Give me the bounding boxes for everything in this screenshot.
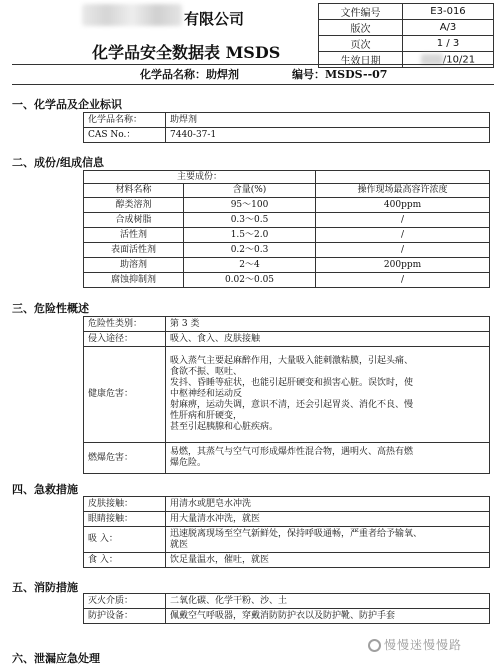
field-value: 二氧化碳、化学干粉、沙、土 <box>166 594 490 609</box>
content-percent: 0.02～0.05 <box>184 273 316 288</box>
table-row <box>84 527 490 553</box>
text-line: 性肝病和肝硬变， <box>170 411 243 421</box>
text-line: 就医 <box>170 539 189 550</box>
content-percent: 1.5～2.0 <box>184 228 316 243</box>
table-row <box>84 113 490 128</box>
text-line: 吸入蒸气主要起麻醉作用，大量吸入能刺激粘膜，引起头痛、 <box>170 356 414 366</box>
field-label: 食 入： <box>84 553 166 568</box>
table-row <box>84 198 490 213</box>
section-title: 二、成份/组成信息 <box>12 156 105 169</box>
field-value: 第 3 类 <box>166 317 490 332</box>
field-label: CAS No.： <box>84 128 166 143</box>
table-row <box>84 128 490 143</box>
section-title: 六、泄漏应急处理 <box>12 652 100 665</box>
identification-table <box>83 112 490 143</box>
table-row <box>84 553 490 568</box>
meta-row <box>319 36 494 52</box>
table-row <box>84 273 490 288</box>
field-label: 防护设备： <box>84 609 166 624</box>
table-row <box>84 497 490 512</box>
text-line: 射麻痹，运动失调，意识不清，还会引起胃炎、消化不良、慢 <box>170 400 414 410</box>
field-value <box>166 527 490 553</box>
meta-row <box>319 20 494 36</box>
field-label: 化学品名称： <box>84 113 166 128</box>
field-label: 灭火介质： <box>84 594 166 609</box>
field-value: 7440-37-1 <box>166 128 490 143</box>
table-row <box>84 228 490 243</box>
section-title: 一、化学品及企业标识 <box>12 98 122 111</box>
content-percent: 95～100 <box>184 198 316 213</box>
field-label: 吸 入： <box>84 527 166 553</box>
exposure-limit: / <box>316 213 490 228</box>
composition-table <box>83 170 490 288</box>
content-percent: 2～4 <box>184 258 316 273</box>
text-line: 迅速脱离现场至空气新鲜处，保持呼吸通畅，严重者给予输氧、 <box>170 528 423 539</box>
field-label: 燃爆危害： <box>84 443 166 474</box>
company-name-redacted <box>82 4 182 26</box>
table-row <box>84 594 490 609</box>
material-name: 醇类溶剂 <box>84 198 184 213</box>
field-value: 用大量清水冲洗，就医 <box>166 512 490 527</box>
watermark <box>368 636 462 653</box>
field-value: 吸入、食入、皮肤接触 <box>166 332 490 347</box>
table-row <box>84 512 490 527</box>
product-code: 编号：MSDS--07 <box>292 68 388 81</box>
table-row <box>84 258 490 273</box>
field-value: 用清水或肥皂水冲洗 <box>166 497 490 512</box>
material-name: 合成树脂 <box>84 213 184 228</box>
text-line: 甚至引起胰腺和心脏疾病。 <box>170 422 279 432</box>
material-name: 活性剂 <box>84 228 184 243</box>
meta-value <box>403 52 494 68</box>
first-aid-table <box>83 496 490 568</box>
field-value: 饮足量温水，催吐，就医 <box>166 553 490 568</box>
header-divider <box>12 64 494 65</box>
content-percent: 0.2～0.3 <box>184 243 316 258</box>
fire-hazard-text <box>166 443 490 474</box>
table-row <box>84 332 490 347</box>
material-name: 腐蚀抑制剂 <box>84 273 184 288</box>
meta-key: 文件编号 <box>319 4 403 20</box>
text-line: 易燃，其蒸气与空气可形成爆炸性混合物，遇明火、高热有燃 <box>170 447 414 457</box>
firefighting-table <box>83 593 490 624</box>
document-meta-table <box>318 3 494 68</box>
meta-value: 1 / 3 <box>403 36 494 52</box>
field-label: 皮肤接触： <box>84 497 166 512</box>
subheader-cell: 主要成份： <box>84 171 316 184</box>
company-suffix: 有限公司 <box>184 10 245 28</box>
section-title: 五、消防措施 <box>12 581 78 594</box>
product-divider <box>12 84 494 85</box>
column-header: 操作现场最高容许浓度 <box>316 184 490 198</box>
empty-cell <box>316 171 490 184</box>
table-row <box>84 171 490 184</box>
table-row <box>84 213 490 228</box>
exposure-limit: 200ppm <box>316 258 490 273</box>
field-label: 侵入途径： <box>84 332 166 347</box>
text-line: 中枢神经和运动反 <box>170 389 243 399</box>
table-header-row <box>84 184 490 198</box>
field-label: 危险性类别： <box>84 317 166 332</box>
table-row <box>84 243 490 258</box>
exposure-limit: / <box>316 273 490 288</box>
watermark-text: 慢慢迷慢慢路 <box>384 638 463 652</box>
document-title: 化学品安全数据表 MSDS <box>92 43 281 62</box>
field-label: 眼睛接触： <box>84 512 166 527</box>
exposure-limit: / <box>316 243 490 258</box>
field-label: 健康危害： <box>84 347 166 443</box>
meta-value: E3-016 <box>403 4 494 20</box>
section-title: 四、急救措施 <box>12 483 78 496</box>
meta-key: 页次 <box>319 36 403 52</box>
column-header: 材料名称 <box>84 184 184 198</box>
exposure-limit: / <box>316 228 490 243</box>
product-name: 化学品名称：助焊剂 <box>140 68 239 81</box>
table-row <box>84 347 490 443</box>
meta-value: A/3 <box>403 20 494 36</box>
table-row <box>84 317 490 332</box>
meta-key: 生效日期 <box>319 52 403 68</box>
section-title: 三、危险性概述 <box>12 302 89 315</box>
hazard-table <box>83 316 490 474</box>
watermark-logo-icon <box>368 639 381 652</box>
material-name: 助溶剂 <box>84 258 184 273</box>
field-value: 助焊剂 <box>166 113 490 128</box>
exposure-limit: 400ppm <box>316 198 490 213</box>
material-name: 表面活性剂 <box>84 243 184 258</box>
text-line: 食欲不振、呕吐、 <box>170 367 243 377</box>
meta-key: 版次 <box>319 20 403 36</box>
table-row <box>84 609 490 624</box>
field-value: 佩戴空气呼吸器，穿戴消防防护衣以及防护靴、防护手套 <box>166 609 490 624</box>
column-header: 含量(%) <box>184 184 316 198</box>
meta-row <box>319 4 494 20</box>
content-percent: 0.3～0.5 <box>184 213 316 228</box>
health-hazard-text <box>166 347 490 443</box>
text-line: 爆危险。 <box>170 458 207 468</box>
meta-date-value: /10/21 <box>442 54 476 66</box>
table-row <box>84 443 490 474</box>
text-line: 发抖、昏睡等症状，也能引起肝硬变和损害心脏。误饮时，使 <box>170 378 414 388</box>
